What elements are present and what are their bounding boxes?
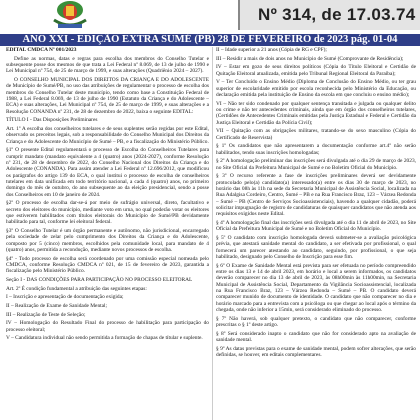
paragraph: Define as normas, datas e regras para escolha dos membros do Conselho Tutelar e subsequente posse dos mesmos de que trata a Lei Federal nº 8.069, de 13 de julho de 1990 e Lei Municipal nº 754, de 25 de março de 1999, e suas alterações (Quadriênio 2024 – 2027).	[6, 55, 209, 75]
paragraph: III – Realização de Teste de Seleção;	[6, 311, 86, 318]
paragraph: §2º O processo de escolha dar-se-á por meio de sufrágio universal, direto, facultativo e secreto dos eleitores do município, mediante voto em urna, no qual poderão votar os eleitores que estiverem habilitados com títulos eleitorais do Município de Sumé/PB devidamente habilitado para tal, conforme lei eleitoral federal.	[6, 200, 209, 226]
paragraph: § 1º Os candidatos que não apresentarem a documentação conforme art.4º não serão habilitados, tendo suas inscrições homologadas;	[216, 143, 416, 156]
paragraph: § 6º O Exame de Sanidade Mental está prevista para ser efetuada no período compreendido entre os dias 13 e 14 de abril 2023, em horário e local a serem informados, os candidatos deverão comparecer no dia 13 de abril de 2023, às 08h00min às 11h00min, na Secretaria Municipal de Assistência Social, Departamento da Vigilância Socioassistencial, localizada na Rua Francisco Braz, 123 – Várzea Redonda – Sumé – PB. O candidato deverá comparecer munido de documento de identidade. O candidato que não comparecer no dia e horário marcado para a entrevista com a psicóloga ou que chegar ao local após o término da chegada, onde não inferior a 15min, será considerado eliminado do processo.	[216, 262, 416, 313]
edition-band	[0, 34, 420, 46]
issue-number: Nº 314, de 17.03.74	[258, 5, 416, 24]
paragraph: O CONSELHO MUNICIPAL DOS DIREITOS DA CRIANÇA E DO ADOLESCENTE de Município de Sumé/PB, no uso das atribuições de regulamentar o processo de escolha dos membros do Conselho Tutelar deste município, tendo como base a Constituição Federal de 1988, a Lei Federal 8.069, de 13 de julho de 1990 (Estatuto da Criança e do Adolescente – ECA) e suas alterações, Lei Municipal nº 754, de 25 de março de 1999, e suas alterações e a Resolução CONANDA nº 231, de 28 de dezembro de 2022, baixa o seguinte EDITAL:	[6, 76, 209, 115]
paragraph: III – Residir a mais de dois anos no Município de Sumé (Comprovante de Residência);	[216, 55, 404, 62]
paragraph: §4º - Todo processo de escolha será coordenado por uma comissão especial nomeada pelo CMDCA, conforme Resolução CMDCA nº 021, de 15 de fevereiro de 2023, garantida a fiscalização pelo Ministério Público.	[6, 255, 209, 275]
left-column	[6, 47, 209, 420]
paragraph: IV – Homologação do Resultado Final do processo de habilitação para participação do processo eleitoral;	[6, 320, 209, 333]
paragraph: § 2º A homologação preliminar das inscrições será divulgada até o dia 29 de março de 2023, no Site Oficial da Prefeitura Municipal de Sumé e no Boletim Oficial do Município.	[216, 158, 416, 171]
right-column	[216, 47, 416, 420]
paragraph: V – Candidatura individual não sendo permitida a formação de chapas de títular e suplente.	[6, 335, 203, 342]
edition-line: ANO XXI - EDIÇÃO EXTRA SUMÉ (PB) 28 DE FEVEREIRO de 2023 pág. 01-04	[22, 34, 398, 45]
paragraph: II – Idade superior a 21 anos (Cópia de RG e CPF);	[216, 47, 327, 53]
paragraph: TÍTULO I - Das Disposições Preliminares	[6, 117, 98, 124]
paragraph: § 5º O candidato com inscrição homologada deverá submeter-se a avaliação psicológica prévia, que atestará sanidade mental do candidato, a ser efetivada por profissional, o qual fornecerá um parecer atestando ao candidato, seguindo, por profissional, o que seja habilitado, designado pelo Conselho de Inscrição para esse fim.	[216, 234, 416, 260]
paragraph: §1º O presente Edital regulamentará o processo de Escolha do Conselheiros Tutelares para cumprir mandato (mandato equivalente a 4 (quatro) anos (2024-2027), conforme Resolução nº 231, de 28 de dezembro de 2022, do Conselho Nacional dos Direitos da Criança e do Adolescente (CONANDA). Para assim atender a Lei Federal nº 12.696/2012, que modificou os parágrafos do artigo 139 do ECA, o qual institui o processo de escolha de conselheiros tutelares em data unificada em todo território nacional, a cada 4 (quatro) anos, no primeiro domingo do mês de outubro, do ano subsequente ao da eleição presidencial, sendo a posse dos Conselheiros em 10 de janeiro de 2024.	[6, 147, 209, 198]
masthead	[0, 0, 420, 30]
paragraph: II – Realização de Exame de Sanidade Mental;	[6, 302, 108, 309]
paragraph: VI – Não ter sido condenado por qualquer sentença transitada e julgada ou qualquer delito ou crime e não ter antecedentes criminais, ainda que em órgão dos conselheiros tutelares, (Certidões de Antecedentes Criminais emitidas pela Justiça Estadual e Federal e Certidão da Justiça Eleitoral e Certidão da Polícia Civil);	[216, 100, 416, 126]
paragraph: Seção I - DAS CONDIÇÕES PARA PARTICIPAÇÃO NO PROCESSO ELEITORAL	[6, 277, 193, 284]
column-divider	[212, 47, 213, 420]
paragraph: § 3º O recurso referente a fase de inscrições preliminares deverá ser devidamente protocolado pelo(a) candidato(a) interessado(a) entre os dias 30 de março de 2023, no horário das 08h às 11h na sede da Secretaria Municipal de Assistência Social, localizada na Rua Adalgisa Cordeiro, Centro, Sumé – PB e na Rua Francisco Braz, 123 – Várzea Redonda – Sumé – PB (Centro de Serviços Socioassistenciais), havendo a qualquer cidadão, poderá solicitar impugnação de registro de candidaturas de quaisquer candidatos que não atenda aos requisitos exigidos neste Edital.	[216, 173, 416, 218]
paragraph: § 7º Não haverá, sob qualquer pretexto, o candidato que não comparecer, conforme prescritas o § 1º deste artigo.	[216, 315, 416, 328]
paragraph: §3º O Conselho Tutelar é um órgão permanente e autônomo, não jurisdicional, encarregado pela sociedade de zelar pelo cumprimento dos Direitos da Criança e do Adolescente, composto por 5 (cinco) membros, escolhidos pela comunidade local, para mandato de 4 (quatro) anos, permitida a recondução, mediante novos processos de escolha.	[6, 228, 209, 254]
paragraph: I – Inscrição e apresentação de documentação exigida;	[6, 294, 124, 301]
issue-box	[238, 0, 420, 30]
paragraph: § 4º A homologação final das inscrições será divulgada até o dia 11 de abril de 2023, no Site Oficial da Prefeitura Municipal de Sumé e no Boletim Oficial do Município.	[216, 219, 416, 233]
paragraph: § 8º Será considerado inapto o candidato que não for considerado apto na avaliação de sanidade mental.	[216, 330, 416, 343]
paragraph: IV – Estar em gozo de seus direitos políticos (Cópia do Título Eleitoral e Certidão de Quitação Eleitoral atualizada, emitida pelo Tribunal Regional Eleitoral da Paraíba);	[216, 64, 416, 77]
municipal-coat-of-arms-logo	[48, 0, 92, 30]
paragraph: VII – Quitação com as obrigações militares, tratando-se do sexo masculino (Cópia do Certificado de Reservista)	[216, 128, 416, 141]
paragraph: EDITAL CMDCA Nº 001/2023	[6, 47, 77, 53]
paragraph: V – Ter Concluído o Ensino Médio (Diploma de Conclusão do Ensino Médio, ou ter grau superior de escolaridade emitido por escola reconhecida pelo Ministério da Educação, ou declaração emitida pela instituição de Ensino da escola em que concluiu o ensino médio);	[216, 79, 416, 98]
paragraph: Art. 1º A escolha dos conselheiros tutelares e de seus suplentes serão regidas por este Edital, observado os preceitos legais, sob a responsabilidade do Conselho Municipal dos Direitos da Criança e do Adolescente do Município de Sumé – PB, e a fiscalização do Ministério Público.	[6, 125, 209, 145]
paragraph: § 9º As datas previstas para o exame de sanidade mental, podem sofrer alterações, que serão definidas, se houver, em editais complementares.	[216, 345, 416, 358]
paragraph: Art. 2º É condição fundamental a atribuição das seguintes etapas:	[6, 285, 147, 292]
